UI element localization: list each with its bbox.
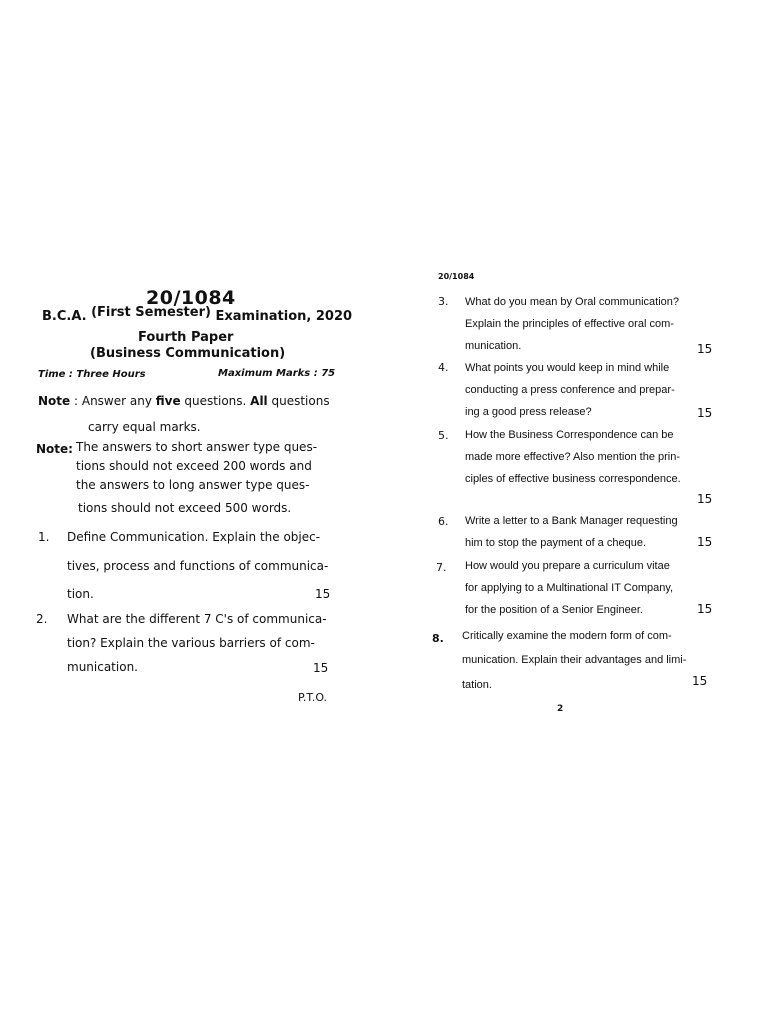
question-line: munication. Explain their advantages and limi- <box>462 654 687 666</box>
right-page-code: 20/1084 <box>438 272 475 281</box>
question-line: for applying to a Multinational IT Company, <box>465 582 674 594</box>
exam-title <box>42 305 353 324</box>
question-line: What are the different 7 C's of communica- <box>67 612 327 626</box>
exam-semester: (First Semester) <box>91 305 211 320</box>
question-line: him to stop the payment of a cheque. <box>465 537 647 549</box>
note2-line: the answers to long answer type ques- <box>76 478 310 492</box>
question-line: How would you prepare a curriculum vitae <box>465 560 670 572</box>
question-number: 8. <box>432 632 444 645</box>
question-line: How the Business Correspondence can be <box>465 429 674 441</box>
question-line: tion. <box>67 587 94 601</box>
question-line: munication. <box>465 340 522 352</box>
question-line: tives, process and functions of communica- <box>67 559 329 573</box>
note-text-five: five <box>155 394 181 408</box>
question-line: Define Communication. Explain the objec- <box>67 530 321 544</box>
note-instructions <box>38 394 330 408</box>
question-marks: 15 <box>697 535 713 549</box>
page-number: 2 <box>557 704 564 714</box>
exam-course: B.C.A. <box>42 309 87 324</box>
question-number: 2. <box>36 612 48 626</box>
question-line: ciples of effective business correspondence. <box>465 473 681 485</box>
question-marks: 15 <box>697 602 713 616</box>
note2-line: The answers to short answer type ques- <box>76 440 318 454</box>
max-marks: Maximum Marks : 75 <box>218 368 336 379</box>
note-text-c: questions. <box>180 394 251 408</box>
question-number: 5. <box>438 429 449 442</box>
question-line: Explain the principles of effective oral com- <box>465 318 674 330</box>
question-number: 1. <box>38 530 50 544</box>
question-line: Critically examine the modern form of com- <box>462 630 672 642</box>
note-text-e: questions <box>267 394 330 408</box>
note-text-a: : Answer any <box>74 394 156 408</box>
question-number: 6. <box>438 515 449 528</box>
question-line: What points you would keep in mind while <box>465 362 670 374</box>
question-marks: 15 <box>313 661 329 675</box>
exam-year: Examination, 2020 <box>215 309 353 324</box>
paper-subject: (Business Communication) <box>90 346 286 361</box>
question-marks: 15 <box>697 406 713 420</box>
question-line: made more effective? Also mention the prin- <box>465 451 681 463</box>
note-instructions-line2: carry equal marks. <box>88 420 201 434</box>
question-marks: 15 <box>697 342 713 356</box>
question-line: tation. <box>462 679 492 691</box>
note2-line: tions should not exceed 500 words. <box>78 501 292 515</box>
question-line: conducting a press conference and prepar- <box>465 384 675 396</box>
paper-code: 20/1084 <box>146 287 236 309</box>
question-line: ing a good press release? <box>465 406 592 418</box>
note2-label: Note: <box>36 442 73 456</box>
question-line: Write a letter to a Bank Manager requesting <box>465 515 678 527</box>
note-text-all: All <box>250 394 268 408</box>
question-marks: 15 <box>692 674 708 688</box>
question-line: tion? Explain the various barriers of com- <box>67 636 315 650</box>
note-label: Note <box>38 394 71 408</box>
question-marks: 15 <box>697 492 713 506</box>
pto-mark: P.T.O. <box>298 691 328 704</box>
question-number: 7. <box>436 561 447 574</box>
question-number: 3. <box>438 295 449 308</box>
question-number: 4. <box>438 361 449 374</box>
paper-number: Fourth Paper <box>138 330 234 345</box>
note2-line: tions should not exceed 200 words and <box>76 459 312 473</box>
question-line: What do you mean by Oral communication? <box>465 296 679 308</box>
question-line: munication. <box>67 660 138 674</box>
question-marks: 15 <box>315 587 331 601</box>
exam-time: Time : Three Hours <box>38 369 146 380</box>
question-line: for the position of a Senior Engineer. <box>465 604 643 616</box>
